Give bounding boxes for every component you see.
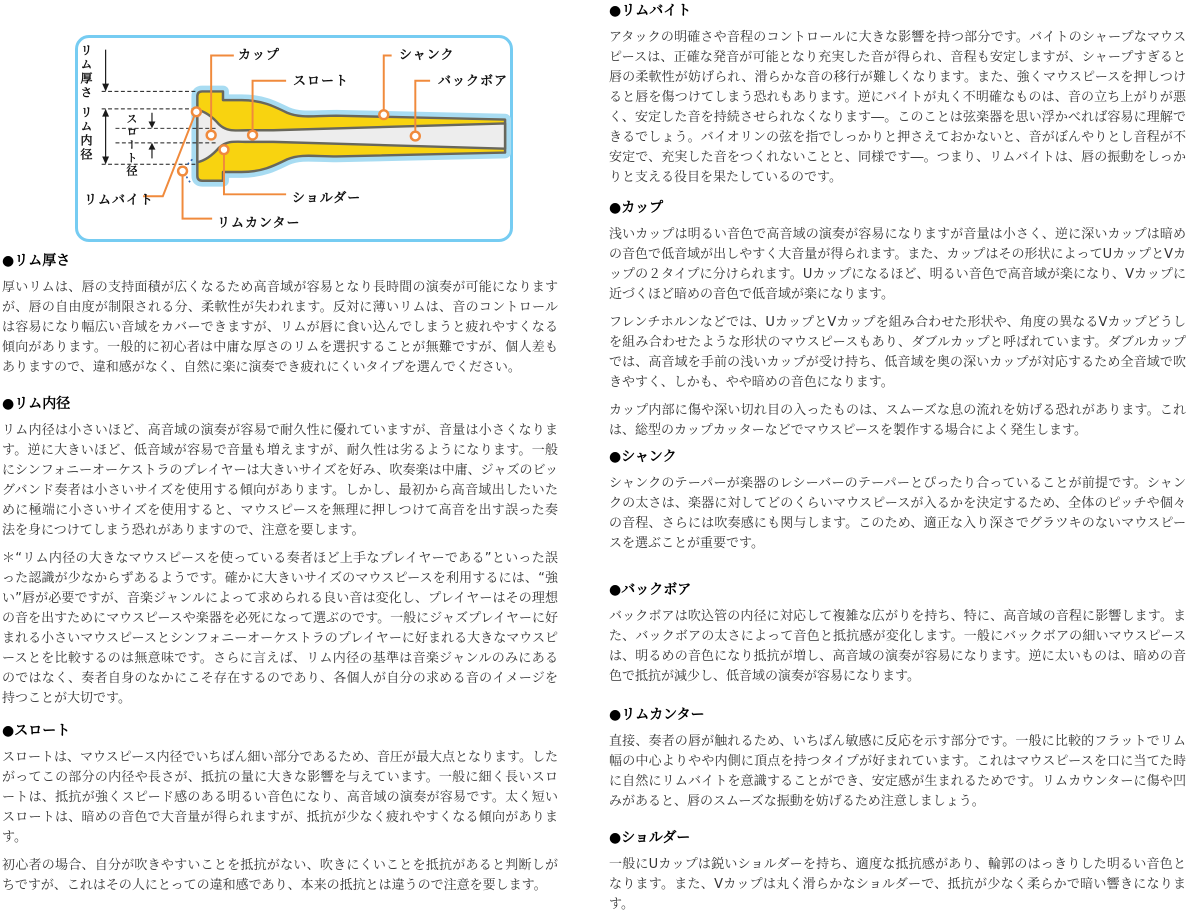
diagram-label-shoulder: ショルダー: [292, 191, 362, 206]
paragraph: フレンチホルンなどでは、UカップとVカップを組み合わせた形状や、角度の異なるVカップどうしを組み合わせたような形状のマウスピースもあり、ダブルカップと呼ばれています。ダブルカップでは、高音域を手前の浅いカップが受け持ち、低音域を奥の深いカップが対応するため全音域で吹きやすく、しかも、やや暗めの音色になります。: [609, 315, 1186, 390]
section-title: ●リム厚さ: [2, 253, 71, 269]
section-shank: [609, 449, 1186, 554]
left-column: [2, 253, 558, 904]
section-title: ●リムカンター: [609, 707, 705, 723]
section-title: ●スロート: [2, 723, 71, 739]
paragraph: カップ内部に傷や深い切れ目の入ったものは、スムーズな息の流れを妨げる恐れがあります。これは、総型のカップカッターなどでマウスピースを製作する場合によく発生します。: [609, 403, 1186, 438]
paragraph: 初心者の場合、自分が吹きやすいことを抵抗がない、吹きにくいことを抵抗があると判断しがちですが、これはその人にとっての違和感であり、本来の抵抗とは違うので注意を要します。: [2, 858, 558, 893]
diagram-label-backbore: バックボア: [438, 74, 509, 89]
diagram-label-throat: スロート: [293, 74, 350, 89]
section-backbore: [609, 582, 1186, 687]
diagram-label-rim-contour: リムカンター: [217, 216, 301, 231]
paragraph: アタックの明確さや音程のコントロールに大きな影響を持つ部分です。バイトのシャープなマウスピースは、正確な発音が可能となり充実した音が得られ、音程も安定しますが、シャープすぎると唇の柔軟性が妨げられ、滑らかな音の移行が難しくなります。また、強くマウスピースを押しつけると唇を傷つけてしまう恐れもあります。逆にバイトが丸く不明確なものは、音の立ち上がりが悪く、安定した音を持続させられなくなります―。このことは弦楽器を思い浮かべれば容易に理解できるでしょう。バイオリンの弦を指でしっかりと押さえておかないと、音がぼんやりとし音程が不安定で、充実した音をつくれないことと、同様です―。つまり、リムバイトは、唇の振動をしっかりと支える役目を果たしているのです。: [609, 30, 1186, 185]
paragraph: スロートは、マウスピース内径でいちばん細い部分であるため、音圧が最大点となります。したがってこの部分の内径や長さが、抵抗の量に大きな影響を与えています。一般に細く長いスロートは、抵抗が強くスピード感のある明るい音色になり、高音域の演奏が容易です。太く短いスロートは、暗めの音色で大音量が得られますが、抵抗が少なく疲れやすくなる傾向があります。: [2, 750, 558, 845]
section-title: ●リム内径: [2, 396, 71, 412]
paragraph: シャンクのテーパーが楽器のレシーバーのテーパーとぴったり合っていることが前提です。シャンクの太さは、楽器に対してどのくらいマウスピースが入るかを決定するため、全体のピッチや個々の音程、さらには吹奏感にも関与します。このため、適正な入り深さでグラツキのないマウスピースを選ぶことが重要です。: [609, 476, 1186, 551]
paragraph: リム内径は小さいほど、高音域の演奏が容易で耐久性に優れていますが、音量は小さくなります。逆に大きいほど、低音域が容易で音量も増えますが、耐久性は劣るようになります。一般にシンフォニーオーケストラのプレイヤーは大きいサイズを好み、吹奏楽は中庸、ジャズのビッグバンド奏者は小さいサイズを使用する傾向があります。しかし、最初から高音域出したいために極端に小さいサイズを使用すると、マウスピースを無理に押しつけて高音を出す誤った奏法を身につけてしまう恐れがありますので、注意を要します。: [2, 423, 558, 538]
mouthpiece-diagram-panel: [75, 35, 513, 242]
section-shoulder: [609, 830, 1186, 915]
section-title: ●バックボア: [609, 582, 692, 598]
diagram-label-rim-thickness: リム厚さ: [79, 44, 93, 100]
section-title: ●カップ: [609, 200, 664, 216]
right-column: [609, 3, 1186, 923]
section-cup: [609, 200, 1186, 441]
section-rim-thickness: [2, 253, 558, 378]
section-rim-inner-diameter: [2, 396, 558, 709]
diagram-label-cup: カップ: [238, 48, 280, 63]
diagram-label-rim-bite: リムバイト: [84, 193, 155, 208]
section-title: ●ショルダー: [609, 830, 691, 846]
mouthpiece-cross-section-illustration: [78, 38, 510, 239]
section-title: ●シャンク: [609, 449, 677, 465]
paragraph: バックボアは吹込管の内径に対応して複雑な広がりを持ち、特に、高音域の音程に影響します。また、バックボアの太さによって音色と抵抗感が変化します。一般にバックボアの細いマウスピースは、明るめの音色になり抵抗が増し、高音域の演奏が容易になります。逆に太いものは、暗めの音色で抵抗が減少し、低音域の演奏が容易になります。: [609, 609, 1186, 684]
diagram-label-throat-diameter: スロート径: [125, 113, 138, 178]
section-throat: [2, 723, 558, 896]
section-rim-bite: [609, 3, 1186, 188]
paragraph: 一般にUカップは鋭いショルダーを持ち、適度な抵抗感があり、輪郭のはっきりした明るい音色となります。また、Vカップは丸く滑らかなショルダーで、抵抗が少なく柔らかで暗い響きになります。: [609, 857, 1186, 912]
section-title: ●リムバイト: [609, 3, 692, 19]
paragraph: 直接、奏者の唇が触れるため、いちばん敏感に反応を示す部分です。一般に比較的フラットでリム幅の中心よりやや内側に頂点を持つタイプが好まれています。これはマウスピースを口に当てた時に自然にリムバイトを意識することができ、安定感が生まれるためです。リムカウンターに傷や凹みがあると、唇のスムーズな振動を妨げるため注意しましょう。: [609, 734, 1186, 809]
paragraph: ＊“リム内径の大きなマウスピースを使っている奏者ほど上手なプレイヤーである”といった誤った認識が少なからずあるようです。確かに大きいサイズのマウスピースを利用するには、“強い”唇が必要ですが、音楽ジャンルによって求められる良い音は変化し、プレイヤーはその理想の音を出すためにマウスピースや楽器を必死になって選ぶのです。一般にジャズプレイヤーに好まれる小さいマウスピースとシンフォニーオーケストラのプレイヤーに好まれる大きなマウスピースとを比較するのは無意味です。さらに言えば、リム内径の基準は音楽ジャンルのみにあるのではなく、奏者自身のなかにこそ存在するのであり、各個人が自分の求める音のイメージを持つことが大切です。: [2, 551, 558, 706]
diagram-label-rim-inner-diameter: リム内径: [79, 106, 93, 162]
paragraph: 浅いカップは明るい音色で高音域の演奏が容易になりますが音量は小さく、逆に深いカップは暗めの音色で低音域が出しやすく大音量が得られます。また、カップはその形状によってUカップとVカップの２タイプに分けられます。Uカップになるほど、明るい音色で高音域が楽になり、Vカップに近づくほど暗めの音色で低音域が楽になります。: [609, 227, 1186, 302]
section-rim-contour: [609, 707, 1186, 812]
paragraph: 厚いリムは、唇の支持面積が広くなるため高音域が容易となり長時間の演奏が可能になりますが、唇の自由度が制限される分、柔軟性が失われます。反対に薄いリムは、音のコントロールは容易になり幅広い音域をカバーできますが、リムが唇に食い込んでしまうと疲れやすくなる傾向があります。一般的に初心者は中庸な厚さのリムを選択することが無難ですが、個人差もありますので、違和感がなく、自然に楽に演奏でき疲れにくいタイプを選んでください。: [2, 280, 558, 375]
diagram-label-shank: シャンク: [399, 48, 455, 63]
